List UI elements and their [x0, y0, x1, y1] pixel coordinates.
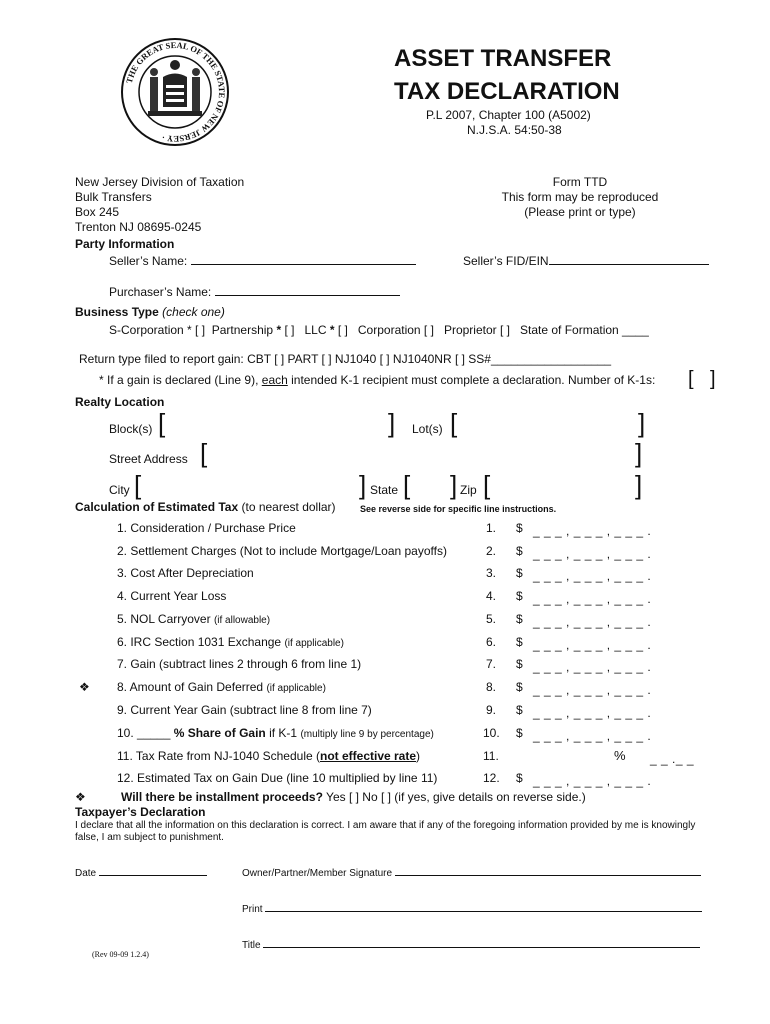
line-10-bold: % Share of Gain [173, 726, 266, 740]
signature-field[interactable] [242, 866, 701, 879]
title-line[interactable] [263, 938, 700, 948]
calc-line-label [117, 521, 296, 535]
calc-line-dollar: $ [516, 543, 523, 558]
calc-line-number: 8. [486, 679, 497, 694]
declaration-text-line1: I declare that all the information on this declaration is correct. I am aware that if any of the foregoing information provided by me is knowingly [75, 820, 696, 831]
zip-label: Zip [460, 483, 477, 497]
calc-line-amount-field[interactable]: _ _ _ , _ _ _ , _ _ _ . [533, 637, 652, 652]
line-11-percent-sign: % [614, 748, 626, 763]
calc-line-number: 9. [486, 702, 497, 717]
party-information-heading: Party Information [75, 237, 175, 251]
calc-line-label [117, 657, 361, 671]
calculation-heading-label: Calculation of Estimated Tax [75, 500, 239, 514]
line-11-text-end: ) [416, 749, 421, 763]
print-line[interactable] [265, 902, 702, 912]
purchaser-name-line[interactable] [215, 284, 400, 296]
calc-line-dollar: $ [516, 702, 523, 717]
line-10-text: if K-1 [265, 726, 301, 740]
print-field[interactable] [242, 902, 702, 915]
address-line: Trenton NJ 08695-0245 [75, 220, 202, 234]
calc-line-text: 4. Current Year Loss [117, 589, 227, 604]
form-title-line1: ASSET TRANSFER [394, 45, 612, 72]
seller-fid-label: Seller’s FID/EIN [463, 254, 549, 268]
calc-line-dollar: $ [516, 611, 523, 626]
line-11-rate-field[interactable]: _ _ ._ _ [650, 752, 695, 766]
line-11-text: 11. Tax Rate from NJ-1040 Schedule ( [117, 749, 320, 763]
calc-line-note: (if applicable) [284, 637, 344, 649]
line-12-number: 12. [483, 771, 500, 785]
print-note: (Please print or type) [524, 205, 636, 219]
calculation-heading [75, 500, 336, 514]
k1-note-text: * If a gain is declared (Line 9), [99, 373, 262, 387]
calc-line-amount-field[interactable]: _ _ _ , _ _ _ , _ _ _ . [533, 592, 652, 607]
k1-note-each: each [261, 373, 288, 387]
calc-line-text: 6. IRC Section 1031 Exchange [117, 634, 282, 649]
line-10-note: (multiply line 9 by percentage) [300, 729, 434, 740]
address-line: Bulk Transfers [75, 190, 152, 204]
calc-line-dollar: $ [516, 521, 523, 535]
city-open-bracket[interactable]: [ [134, 470, 142, 500]
purchaser-name-field[interactable] [109, 284, 400, 299]
calc-line-label [117, 566, 254, 580]
partnership-checkbox[interactable]: [ ] [284, 323, 295, 337]
calc-line-dollar: $ [516, 566, 523, 581]
declaration-text-line2: false, I am subject to punishment. [75, 832, 224, 843]
k1-note-text-end: intended K-1 recipient must complete a declaration. Number of K-1s: [287, 373, 656, 387]
date-field[interactable] [75, 866, 207, 879]
block-label: Block(s) [109, 422, 153, 436]
calc-line-text: 2. Settlement Charges (Not to include Mortgage/Loan payoffs) [117, 543, 447, 558]
calc-line-label [117, 703, 372, 717]
zip-open-bracket[interactable]: [ [483, 470, 491, 500]
calc-line-number: 4. [486, 589, 497, 604]
calc-line-text: 7. Gain (subtract lines 2 through 6 from line 1) [117, 657, 362, 672]
taxpayer-declaration-heading: Taxpayer’s Declaration [75, 805, 206, 819]
line-12-amount-field[interactable]: _ _ _ , _ _ _ , _ _ _ . [533, 774, 652, 788]
line-12-label: 12. Estimated Tax on Gain Due (line 10 multiplied by line 11) [117, 771, 438, 785]
proprietor-checkbox[interactable]: Proprietor [ ] [443, 323, 510, 337]
revision-note: (Rev 09-09 1.2.4) [92, 950, 149, 959]
form-id: Form TTD [552, 175, 608, 189]
line-11-number: 11. [483, 749, 499, 763]
diamond-icon: ❖ [75, 790, 86, 804]
block-close-bracket[interactable]: ] [388, 408, 396, 438]
calc-line-label [117, 635, 344, 649]
llc-label: LLC [304, 323, 327, 337]
calc-line-number: 2. [486, 543, 497, 558]
calc-line-amount-field[interactable]: _ _ _ , _ _ _ , _ _ _ . [533, 524, 652, 538]
zip-close-bracket[interactable]: ] [635, 470, 643, 500]
calc-line-number: 6. [486, 634, 497, 649]
k1-note [99, 373, 655, 387]
calc-line-amount-field[interactable]: _ _ _ , _ _ _ , _ _ _ . [533, 705, 652, 720]
calc-line-note: (if allowable) [213, 614, 271, 626]
calc-line-amount-field[interactable]: _ _ _ , _ _ _ , _ _ _ . [533, 546, 652, 561]
calc-line-amount-field[interactable]: _ _ _ , _ _ _ , _ _ _ . [533, 614, 652, 629]
state-seal-logo [120, 37, 230, 147]
date-line[interactable] [99, 866, 207, 876]
calc-line-number: 7. [486, 657, 497, 672]
line-10-number: 10. [483, 726, 500, 740]
business-type-options: S-Corporation * [ ] Partnership * [ ] LLC * [ ] Corporation [ ] Proprietor [ ] State of Formation ____ [109, 323, 649, 337]
address-line: Box 245 [75, 205, 120, 219]
calc-line-number: 1. [486, 521, 497, 535]
calc-line-dollar: $ [516, 589, 523, 604]
calc-line-text: 1. Consideration / Purchase Price [117, 521, 296, 535]
business-type-label: Business Type [75, 305, 159, 319]
installment-options[interactable]: Yes [ ] No [ ] (if yes, give details on reverse side.) [322, 790, 586, 804]
seller-name-field[interactable] [109, 253, 416, 268]
state-label: State [370, 483, 399, 497]
calc-line-note: (if applicable) [266, 682, 326, 694]
calc-line-number: 5. [486, 611, 497, 626]
title-label: Title [242, 940, 261, 951]
calc-line-text: 5. NOL Carryover [117, 611, 211, 626]
calc-line-text: 3. Cost After Depreciation [117, 566, 254, 581]
realty-location-heading: Realty Location [75, 395, 165, 409]
business-type-heading [75, 305, 225, 319]
calc-line-amount-field[interactable]: _ _ _ , _ _ _ , _ _ _ . [533, 660, 652, 675]
calc-line-label [117, 589, 226, 603]
installment-question-bold: Will there be installment proceeds? [121, 790, 323, 804]
address-line: New Jersey Division of Taxation [75, 175, 245, 189]
seller-name-label: Seller’s Name: [109, 254, 188, 268]
corporation-checkbox[interactable]: Corporation [ ] [357, 323, 434, 337]
calc-line-text: 9. Current Year Gain (subtract line 8 from line 7) [117, 702, 372, 717]
k1-count-close-bracket[interactable]: ] [710, 368, 716, 390]
form-title-line2: TAX DECLARATION [394, 78, 620, 105]
diamond-icon: ❖ [79, 679, 90, 694]
calc-line-amount-field[interactable]: _ _ _ , _ _ _ , _ _ _ . [533, 682, 652, 697]
law-reference: P.L 2007, Chapter 100 (A5002) [426, 108, 591, 122]
division-address [75, 175, 244, 235]
statute-reference: N.J.S.A. 54:50-38 [467, 123, 562, 137]
state-close-bracket[interactable]: ] [450, 470, 458, 500]
calc-line-dollar: $ [516, 657, 523, 672]
line-10-percent-field[interactable]: 10. _____ [117, 726, 174, 740]
reverse-side-note: See reverse side for specific line instructions. [360, 504, 557, 514]
line-11-bold: not effective rate [320, 749, 417, 763]
seller-fid-field[interactable] [463, 253, 709, 268]
calc-line-dollar: $ [516, 679, 523, 694]
title-field[interactable] [242, 938, 700, 951]
calculation-heading-note: (to nearest dollar) [241, 500, 336, 514]
calc-line-number: 3. [486, 566, 497, 581]
line-10-label [117, 726, 434, 740]
street-close-bracket[interactable]: ] [635, 438, 643, 468]
seller-fid-line[interactable] [549, 253, 709, 265]
s-corporation-checkbox[interactable]: S-Corporation * [ ] [109, 323, 206, 337]
street-open-bracket[interactable]: [ [200, 438, 208, 468]
llc-checkbox[interactable]: [ ] [337, 323, 348, 337]
state-of-formation-field[interactable]: State of Formation ____ [520, 323, 649, 337]
reproduce-note: This form may be reproduced [501, 190, 659, 204]
city-close-bracket[interactable]: ] [359, 470, 367, 500]
calc-line-amount-field[interactable]: _ _ _ , _ _ _ , _ _ _ . [533, 569, 652, 584]
calc-line-label [117, 680, 326, 694]
line-10-dollar: $ [516, 726, 523, 740]
line-12-dollar: $ [516, 771, 523, 785]
signature-line[interactable] [395, 866, 701, 876]
installment-question [121, 790, 586, 804]
return-type-line[interactable]: Return type filed to report gain: CBT [ ] PART [ ] NJ1040 [ ] NJ1040NR [ ] SS#__________________ [79, 352, 612, 366]
form-info [480, 175, 680, 220]
block-open-bracket[interactable]: [ [158, 408, 166, 438]
purchaser-name-label: Purchaser’s Name: [109, 285, 212, 299]
business-type-note: (check one) [162, 305, 225, 319]
city-label: City [109, 483, 130, 497]
calc-line-label [117, 612, 270, 626]
lot-label: Lot(s) [412, 422, 443, 436]
date-label: Date [75, 868, 97, 879]
seller-name-line[interactable] [191, 253, 416, 265]
lot-close-bracket[interactable]: ] [638, 408, 646, 438]
street-address-label: Street Address [109, 452, 188, 466]
line-11-label [117, 749, 420, 763]
svg-text:THE GREAT SEAL OF THE STATE OF: THE GREAT SEAL OF THE STATE OF NEW JERSEY · [123, 39, 228, 145]
calc-line-text: 8. Amount of Gain Deferred [117, 679, 264, 694]
print-label: Print [242, 904, 263, 915]
partnership-label: Partnership [211, 323, 274, 337]
lot-open-bracket[interactable]: [ [450, 408, 458, 438]
calc-line-label [117, 544, 447, 558]
k1-count-open-bracket[interactable]: [ [688, 368, 694, 390]
state-open-bracket[interactable]: [ [403, 470, 411, 500]
line-10-amount-field[interactable]: _ _ _ , _ _ _ , _ _ _ . [533, 729, 652, 743]
signature-label: Owner/Partner/Member Signature [242, 868, 393, 879]
calc-line-dollar: $ [516, 634, 523, 649]
